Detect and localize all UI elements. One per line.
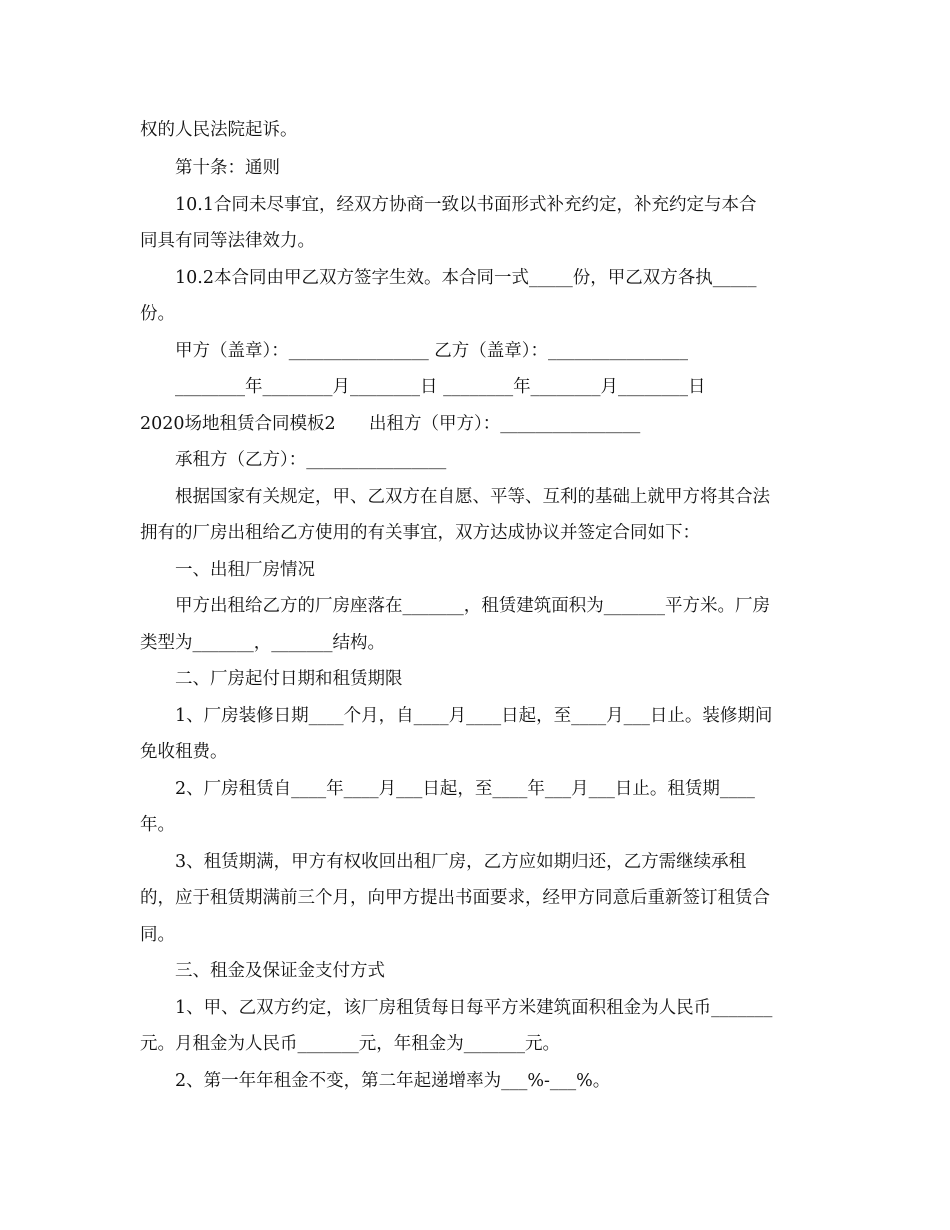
text-line: 2、第一年年租金不变，第二年起递增率为___%-___%。 xyxy=(175,1071,611,1091)
text-line: 10.1合同未尽事宜，经双方协商一致以书面形式补充约定，补充约定与本合 xyxy=(175,195,757,215)
text-line: 3、租赁期满，甲方有权收回出租厂房，乙方应如期归还，乙方需继续承租 xyxy=(175,852,747,872)
text-line: 类型为_______，_______结构。 xyxy=(140,633,385,653)
section-heading: 二、厂房起付日期和租赁期限 xyxy=(175,669,403,689)
text-line: 份。 xyxy=(140,304,175,324)
text-line: 同。 xyxy=(140,925,175,945)
text-line: 拥有的厂房出租给乙方使用的有关事宜，双方达成协议并签定合同如下： xyxy=(140,523,700,543)
date-line: ________年________月________日 ________年________月________日 xyxy=(175,377,706,397)
text-line: 1、甲、乙双方约定，该厂房租赁每日每平方米建筑面积租金为人民币_______ xyxy=(175,998,773,1018)
text-line: 承租方（乙方）：________________ xyxy=(175,450,447,470)
text-line: 的，应于租赁期满前三个月，向甲方提出书面要求，经甲方同意后重新签订租赁合 xyxy=(140,888,770,908)
section-heading: 第十条：通则 xyxy=(175,158,280,178)
text-line: 元。月租金为人民币_______元，年租金为_______元。 xyxy=(140,1034,560,1054)
section-heading: 三、租金及保证金支付方式 xyxy=(175,961,385,981)
section-heading: 一、出租厂房情况 xyxy=(175,560,315,580)
text-line: 免收租费。 xyxy=(140,742,228,762)
text-line: 同具有同等法律效力。 xyxy=(140,231,315,251)
text-line: 10.2本合同由甲乙双方签字生效。本合同一式_____份，甲乙双方各执_____ xyxy=(175,268,757,288)
template-title-line: 2020场地租赁合同模板2 出租方（甲方）：________________ xyxy=(140,414,641,434)
text-line: 年。 xyxy=(140,815,175,835)
text-line: 1、厂房装修日期____个月，自____月____日起，至____月___日止。装修期间 xyxy=(175,706,773,726)
signature-line: 甲方（盖章）：________________ 乙方（盖章）：________________ xyxy=(175,341,689,361)
text-line: 权的人民法院起诉。 xyxy=(140,120,298,140)
text-line: 根据国家有关规定，甲、乙双方在自愿、平等、互利的基础上就甲方将其合法 xyxy=(175,487,770,507)
text-line: 甲方出租给乙方的厂房座落在_______，租赁建筑面积为_______平方米。厂房 xyxy=(175,596,770,616)
text-line: 2、厂房租赁自____年____月___日起，至____年___月___日止。租赁期____ xyxy=(175,779,755,799)
